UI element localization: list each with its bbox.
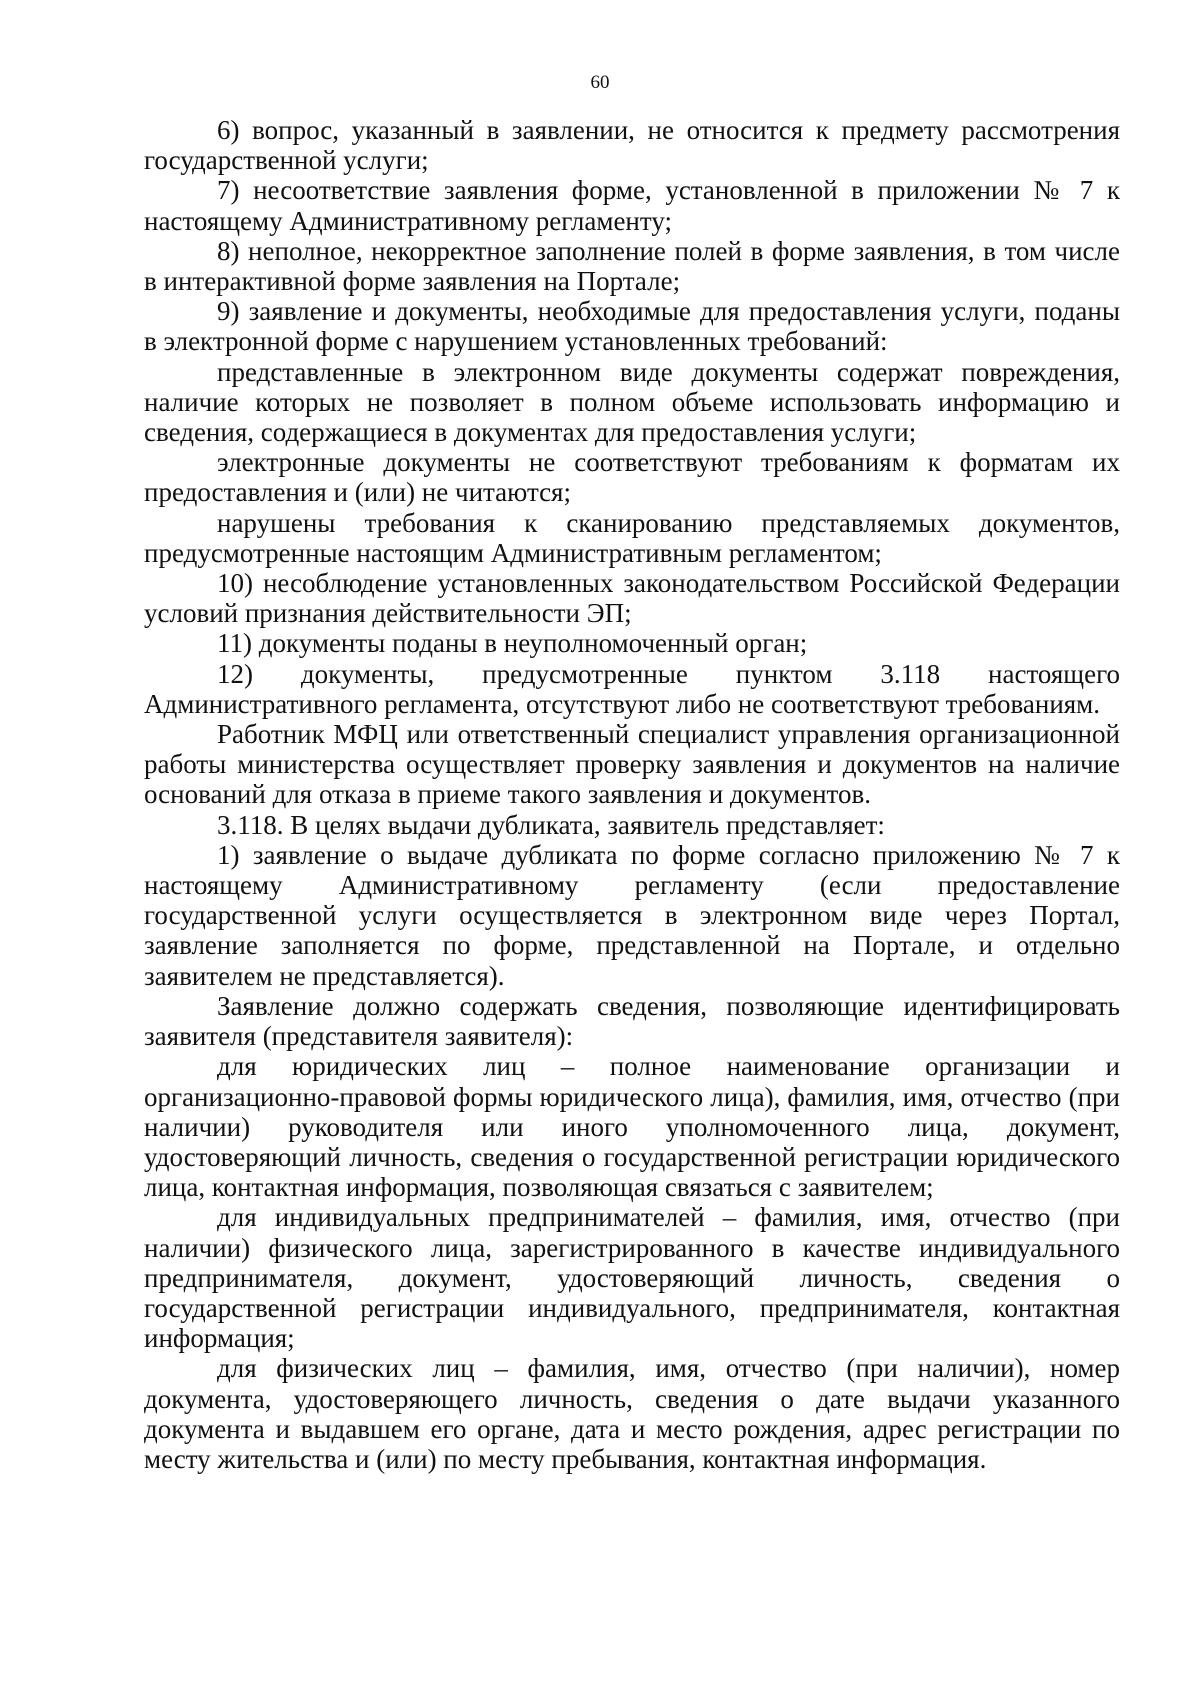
paragraph-identification: Заявление должно содержать сведения, позволяющие идентифицировать заявителя (представителя заявителя): — [144, 990, 1120, 1052]
paragraph-legal-entities: для юридических лиц – полное наименование организации и организационно-правовой формы юридического лица), фамилия, имя, отчество (при наличии) руководителя или иного уполномоченного лица, документ, удостоверяющий личность, сведения о государственной регистрации юридического лица, контактная информация, позволяющая связаться с заявителем; — [144, 1051, 1120, 1203]
document-body — [144, 115, 1120, 1474]
paragraph-item-9: 9) заявление и документы, необходимые для предоставления услуги, поданы в электронной форме с нарушением установленных требований: — [144, 296, 1120, 357]
paragraph-item-11: 11) документы поданы в неуполномоченный орган; — [217, 628, 808, 659]
paragraph-individuals: для физических лиц – фамилия, имя, отчество (при наличии), номер документа, удостоверяющего личность, сведения о дате выдачи указанного документа и выдавшем его органе, дата и место рождения, адрес регистрации по месту жительства и (или) по месту пребывания, контактная информация. — [144, 1353, 1120, 1474]
paragraph-item-7: 7) несоответствие заявления форме, установленной в приложении № 7 к настоящему Административному регламенту; — [144, 175, 1120, 236]
paragraph-item-6: 6) вопрос, указанный в заявлении, не относится к предмету рассмотрения государственной услуги; — [144, 115, 1120, 176]
paragraph-section-3-118: 3.118. В целях выдачи дубликата, заявитель представляет: — [217, 809, 885, 840]
paragraph-damaged-documents: представленные в электронном виде документы содержат повреждения, наличие которых не позволяет в полном объеме использовать информацию и сведения, содержащиеся в документах для предоставления услуги; — [144, 356, 1120, 448]
paragraph-item-12: 12) документы, предусмотренные пунктом 3.118 настоящего Административного регламента, отсутствуют либо не соответствуют требованиям. — [144, 658, 1120, 719]
paragraph-individual-entrepreneurs: для индивидуальных предпринимателей – фамилия, имя, отчество (при наличии) физического лица, зарегистрированного в качестве индивидуального предпринимателя, документ, удостоверяющий личность, сведения о государственной регистрации индивидуального, предпринимателя, контактная информация; — [144, 1202, 1120, 1354]
paragraph-item-8: 8) неполное, некорректное заполнение полей в форме заявления, в том числе в интерактивной форме заявления на Портале; — [144, 235, 1120, 297]
paragraph-scanning-requirements: нарушены требования к сканированию представляемых документов, предусмотренные настоящим Административным регламентом; — [144, 507, 1120, 568]
paragraph-verification: Работник МФЦ или ответственный специалист управления организационной работы министерства осуществляет проверку заявления и документов на наличие оснований для отказа в приеме такого заявления и документов. — [144, 719, 1120, 810]
page-number: 60 — [590, 72, 610, 93]
paragraph-format-mismatch: электронные документы не соответствуют требованиям к форматам их предоставления и (или) не читаются; — [144, 447, 1120, 508]
paragraph-item-10: 10) несоблюдение установленных законодательством Российской Федерации условий признания действительности ЭП; — [144, 568, 1120, 629]
paragraph-duplicate-application: 1) заявление о выдаче дубликата по форме согласно приложению № 7 к настоящему Административному регламенту (если предоставление государственной услуги осуществляется в электронном виде через Портал, заявление заполняется по форме, представленной на Портале, и отдельно заявителем не представляется). — [144, 839, 1120, 991]
